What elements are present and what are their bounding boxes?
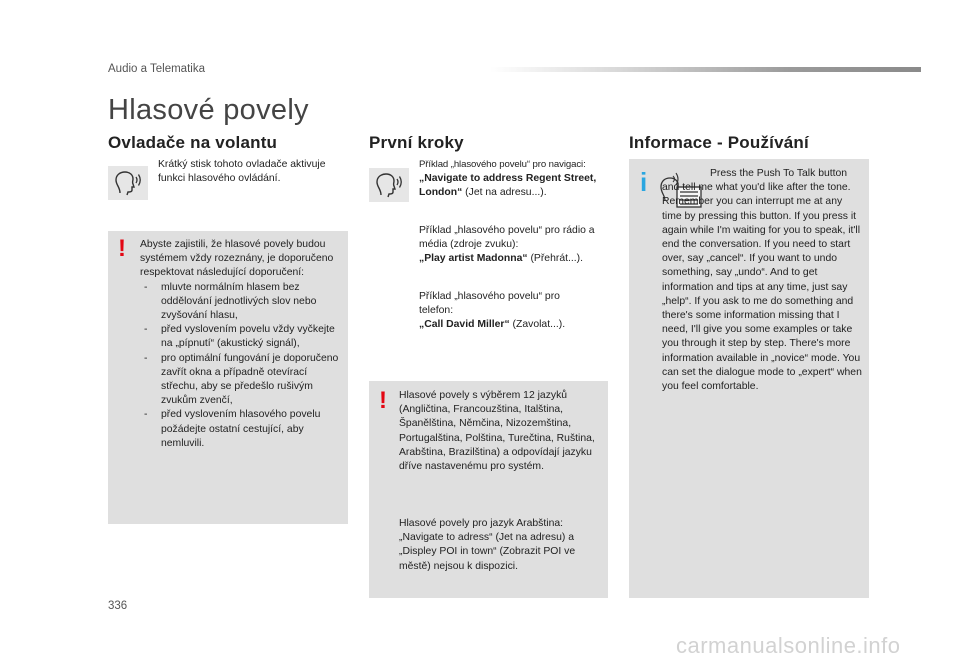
page-number: 336 [108,600,128,612]
voice-command-icon [108,166,148,200]
phone-translation: (Zavolat...). [509,319,566,331]
steering-intro-text: Krátký stisk tohoto ovladače aktivuje funkci hlasového ovládání. [158,159,326,185]
column-heading-information-usage: Informace - Používání [629,133,809,152]
list-item: - mluvte normálním hlasem bez oddělování jednotlivých slov nebo zvyšování hlasu, [140,281,340,324]
media-command: „Play artist Madonna“ [419,253,528,265]
media-translation: (Přehrát...). [527,253,583,265]
warning-panel-recommendations [108,231,348,524]
warning-icon: ! [118,235,126,262]
phone-command: „Call David Miller“ [419,319,510,331]
media-example-prefix: Příklad „hlasového povelu“ pro rádio a média (zdroje zvuku): [419,225,595,251]
phone-example [419,290,589,333]
warning-panel-content [140,238,340,451]
info-icon: i [640,167,648,197]
page-title: Hlasové povely [108,94,309,126]
navigation-example-prefix: Příklad „hlasového povelu“ pro navigaci: [419,159,586,170]
languages-note: Hlasové povely s výběrem 12 jazyků (Angličtina, Francouzština, Italština, Španělština, Němčina, Nizozemština, Portugalština, Polština, Turečtina, Ruština, Arabština, Brazilština) a odpovídají jazyku dříve nastavenému pro systém. [399,390,595,473]
navigation-translation: (Jet na adresu...). [462,187,547,199]
list-item: - před vyslovením povelu vždy vyčkejte na „pípnutí“ (akustický signál), [140,323,340,351]
list-item: - pro optimální fungování je doporučeno zavřít okna a případně otevírací střechu, aby se předešlo rušivým zvukům zvenčí, [140,352,340,409]
voice-command-icon [369,168,409,202]
recommendation-list [140,281,340,451]
section-label: Audio a Telematika [108,63,205,75]
warning-intro: Abyste zajistili, že hlasové povely budou systémem vždy rozeznány, je doporučeno respektovat následující doporučení: [140,239,334,279]
arabic-note: Hlasové povely pro jazyk Arabština: „Navigate to adress“ (Jet na adresu) a „Displey POI in town“ (Zobrazit POI ve městě) nejsou k dispozici. [399,518,576,572]
navigation-example [419,158,609,201]
watermark: carmanualsonline.info [676,633,901,658]
phone-example-prefix: Příklad „hlasového povelu“ pro telefon: [419,291,560,317]
warning-icon: ! [379,387,387,414]
column-heading-first-steps: První kroky [369,133,464,152]
list-item: - před vyslovením hlasového povelu požádejte ostatní cestující, aby nemluvili. [140,408,340,451]
column-heading-steering-controls: Ovladače na volantu [108,133,278,152]
header-bar [490,67,921,72]
info-panel [629,159,869,598]
push-to-talk-instructions: Press the Push To Talk button and tell me what you'd like after the tone. Remember you can interrupt me at any time by pressing this button. If you press it again while I'm waiting for you to speak, it'll end the conversation. If you need to start over, say „cancel“. If you want to undo something, say „undo“. And to get information and tips at any time, just say „help“. If you ask to me do something and there's some information missing that I need, I'll give you some examples or take you through it step by step. There's more information available in „novice“ mode. You can set the dialogue mode to „expert“ when you feel comfortable. [662,168,862,393]
media-example [419,224,609,267]
warning-panel-languages [369,381,608,598]
navigation-command: „Navigate to address Regent Street, London“ [419,173,597,199]
